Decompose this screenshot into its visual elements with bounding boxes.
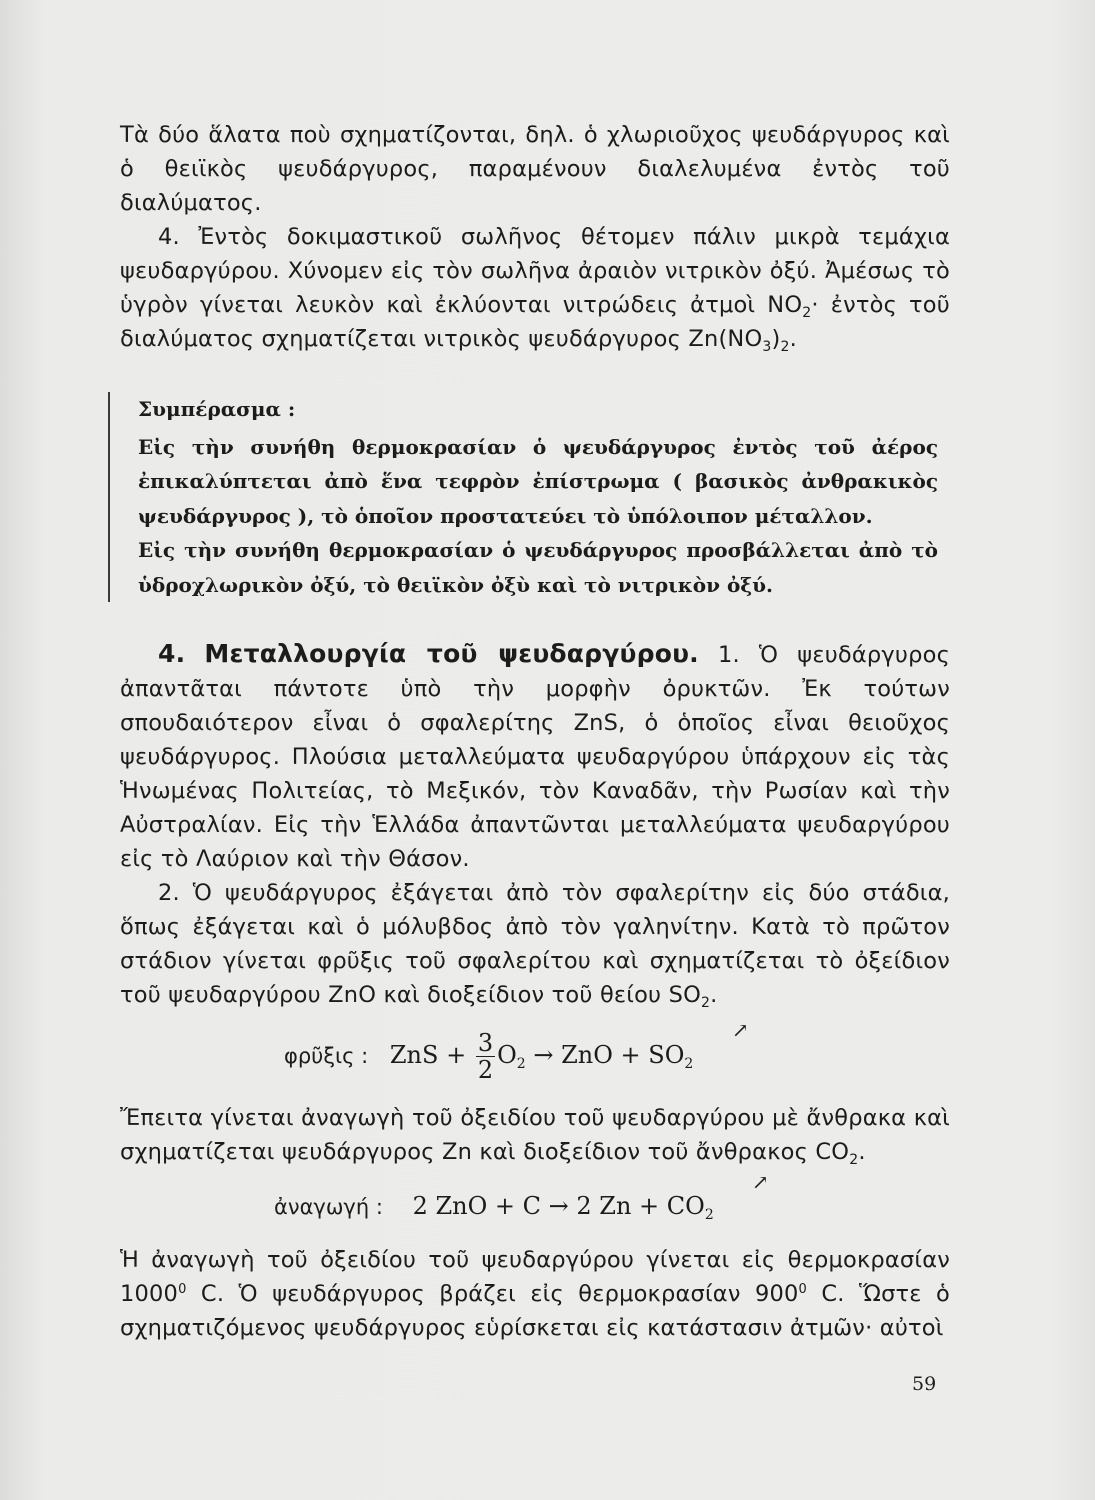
equation-label: φρῦξις : [284,1044,369,1068]
paragraph-nitric-acid [120,220,950,356]
conclusion-box [108,392,938,602]
subscript: 2 [701,995,711,1011]
text-segment: 4. Ἐντὸς δοκιμαστικοῦ σωλῆνος θέτομεν πάλιν μικρὰ τεμάχια ψευδαργύρου. Χύνομεν εἰς τὸν σωλῆνα ἀραιὸν νιτρικὸν ὀξύ. Ἀμέσως τὸ ὑγρὸν γίνεται λευκὸν καὶ ἐκλύονται νιτρώδεις ἀτμοὶ NO [120,224,950,318]
fraction [476,1030,495,1083]
text-segment: · ἐντὸς τοῦ διαλύματος σχηματίζεται νιτρικὸς ψευδάργυρος Zn(NO [120,292,950,352]
gas-arrow-icon: ↗ [752,1170,769,1194]
text-segment: C. Ὁ ψευδάργυρος βράζει εἰς θερμοκρασίαν 900 [186,1281,799,1307]
section-text [120,637,950,1012]
reaction-arrow: → [548,1192,569,1220]
equation-label: ἀναγωγή : [274,1195,383,1219]
fraction-numerator: 3 [477,1029,494,1057]
gas-arrow-icon: ↗ [732,1018,749,1042]
equation-lhs: 2 ZnO + C [412,1192,541,1220]
paragraph-salts: Τὰ δύο ἅλατα ποὺ σχηματίζονται, δηλ. ὁ χλωριοῦχος ψευδάργυρος καὶ ὁ θειϊκὸς ψευδάργυρος, παραμένουν διαλελυμένα ἐντὸς τοῦ διαλύματος. [120,122,950,216]
equation-lhs: ZnS + [389,1041,467,1069]
text-segment: . [789,326,797,352]
subscript: 2 [802,305,812,321]
paragraph-temperature [120,1243,950,1345]
text-segment: . [710,982,718,1008]
conclusion-paragraph-1: Εἰς τὴν συνήθη θερμοκρασίαν ὁ ψευδάργυρος ἐντὸς τοῦ ἀέρος ἐπικαλύπτεται ἀπὸ ἕνα τεφρὸν ἐπίστρωμα ( βασικὸς ἀνθρακικὸς ψευδάργυρος ), τὸ ὁποῖον προστατεύει τὸ ὑπόλοιπον μέταλλον. [138,434,938,528]
subscript: 3 [762,339,772,355]
superscript: 0 [798,1282,808,1297]
reaction-arrow: → [533,1041,554,1069]
equation-reduction [274,1170,769,1223]
subscript: 2 [704,1207,714,1223]
conclusion-paragraph-2: Εἰς τὴν συνήθη θερμοκρασίαν ὁ ψευδάργυρος προσβάλλεται ἀπὸ τὸ ὑδροχλωρικὸν ὀξύ, τὸ θειϊκὸν ὀξὺ καὶ τὸ νιτρικὸν ὀξύ. [138,538,938,597]
section-paragraph-2 [120,876,950,1012]
conclusion-title: Συμπέρασμα : [138,397,296,421]
equation-rhs: 2 Zn + CO [576,1192,705,1220]
equation-roasting [284,1018,749,1084]
section-paragraph-1 [120,637,950,876]
text-segment: . [858,1139,866,1165]
fraction-denominator: 2 [477,1056,494,1084]
middle-text [120,1101,950,1169]
text-segment: Ἡ ἀναγωγὴ τοῦ ὀξειδίου τοῦ ψευδαργύρου γίνεται εἰς θερμοκρασίαν 1000 [120,1247,950,1307]
subscript: 2 [516,1056,526,1072]
text-segment: C. Ὥστε ὁ σχηματιζόμενος ψευδάργυρος εὑρίσκεται εἰς κατάστασιν ἀτμῶν· αὐτοὶ [120,1281,950,1341]
equation-rhs: ZnO + SO [561,1041,685,1069]
section-title: Μεταλλουργία τοῦ ψευδαργύρου. [204,639,699,668]
text-segment: Ἔπειτα γίνεται ἀναγωγὴ τοῦ ὀξειδίου τοῦ ψευδαργύρου μὲ ἄνθρακα καὶ σχηματίζεται ψευδάργυρος Zn καὶ διοξείδιον τοῦ ἄνθρακος CO [120,1105,950,1165]
subscript: 2 [780,339,790,355]
superscript: 0 [178,1282,187,1297]
oxygen: O [497,1041,517,1069]
text-segment: 2. Ὁ ψευδάργυρος ἐξάγεται ἀπὸ τὸν σφαλερίτην εἰς δύο στάδια, ὅπως ἐξάγεται καὶ ὁ μόλυβδος ἀπὸ τὸν γαληνίτην. Κατὰ τὸ πρῶτον στάδιον γίνεται φρῦξις τοῦ σφαλερίτου καὶ σχηματίζεται τὸ ὀξείδιον τοῦ ψευδαργύρου ZnO καὶ διοξείδιον τοῦ θείου SO [120,880,950,1008]
paragraph-reduction [120,1101,950,1169]
page-number: 59 [912,1373,937,1395]
text-segment: ) [771,326,781,352]
top-text [120,118,950,356]
section-paragraph-1-text: 1. Ὁ ψευδάργυρος ἀπαντᾶται πάντοτε ὑπὸ τὴν μορφὴν ὀρυκτῶν. Ἐκ τούτων σπουδαιότερον εἶναι ὁ σφαλερίτης ZnS, ὁ ὁποῖος εἶναι θειοῦχος ψευδάργυρος. Πλούσια μεταλλεύματα ψευδαργύρου ὑπάρχουν εἰς τὰς Ἡνωμένας Πολιτείας, τὸ Μεξικόν, τὸν Καναδᾶν, τὴν Ρωσίαν καὶ τὴν Αὐστραλίαν. Εἰς τὴν Ἑλλάδα ἀπαντῶνται μεταλλεύματα ψευδαργύρου εἰς τὸ Λαύριον καὶ τὴν Θάσον. [120,642,950,872]
section-number: 4. [158,639,186,668]
subscript: 2 [684,1056,694,1072]
subscript: 2 [849,1152,859,1168]
bottom-text [120,1243,950,1345]
